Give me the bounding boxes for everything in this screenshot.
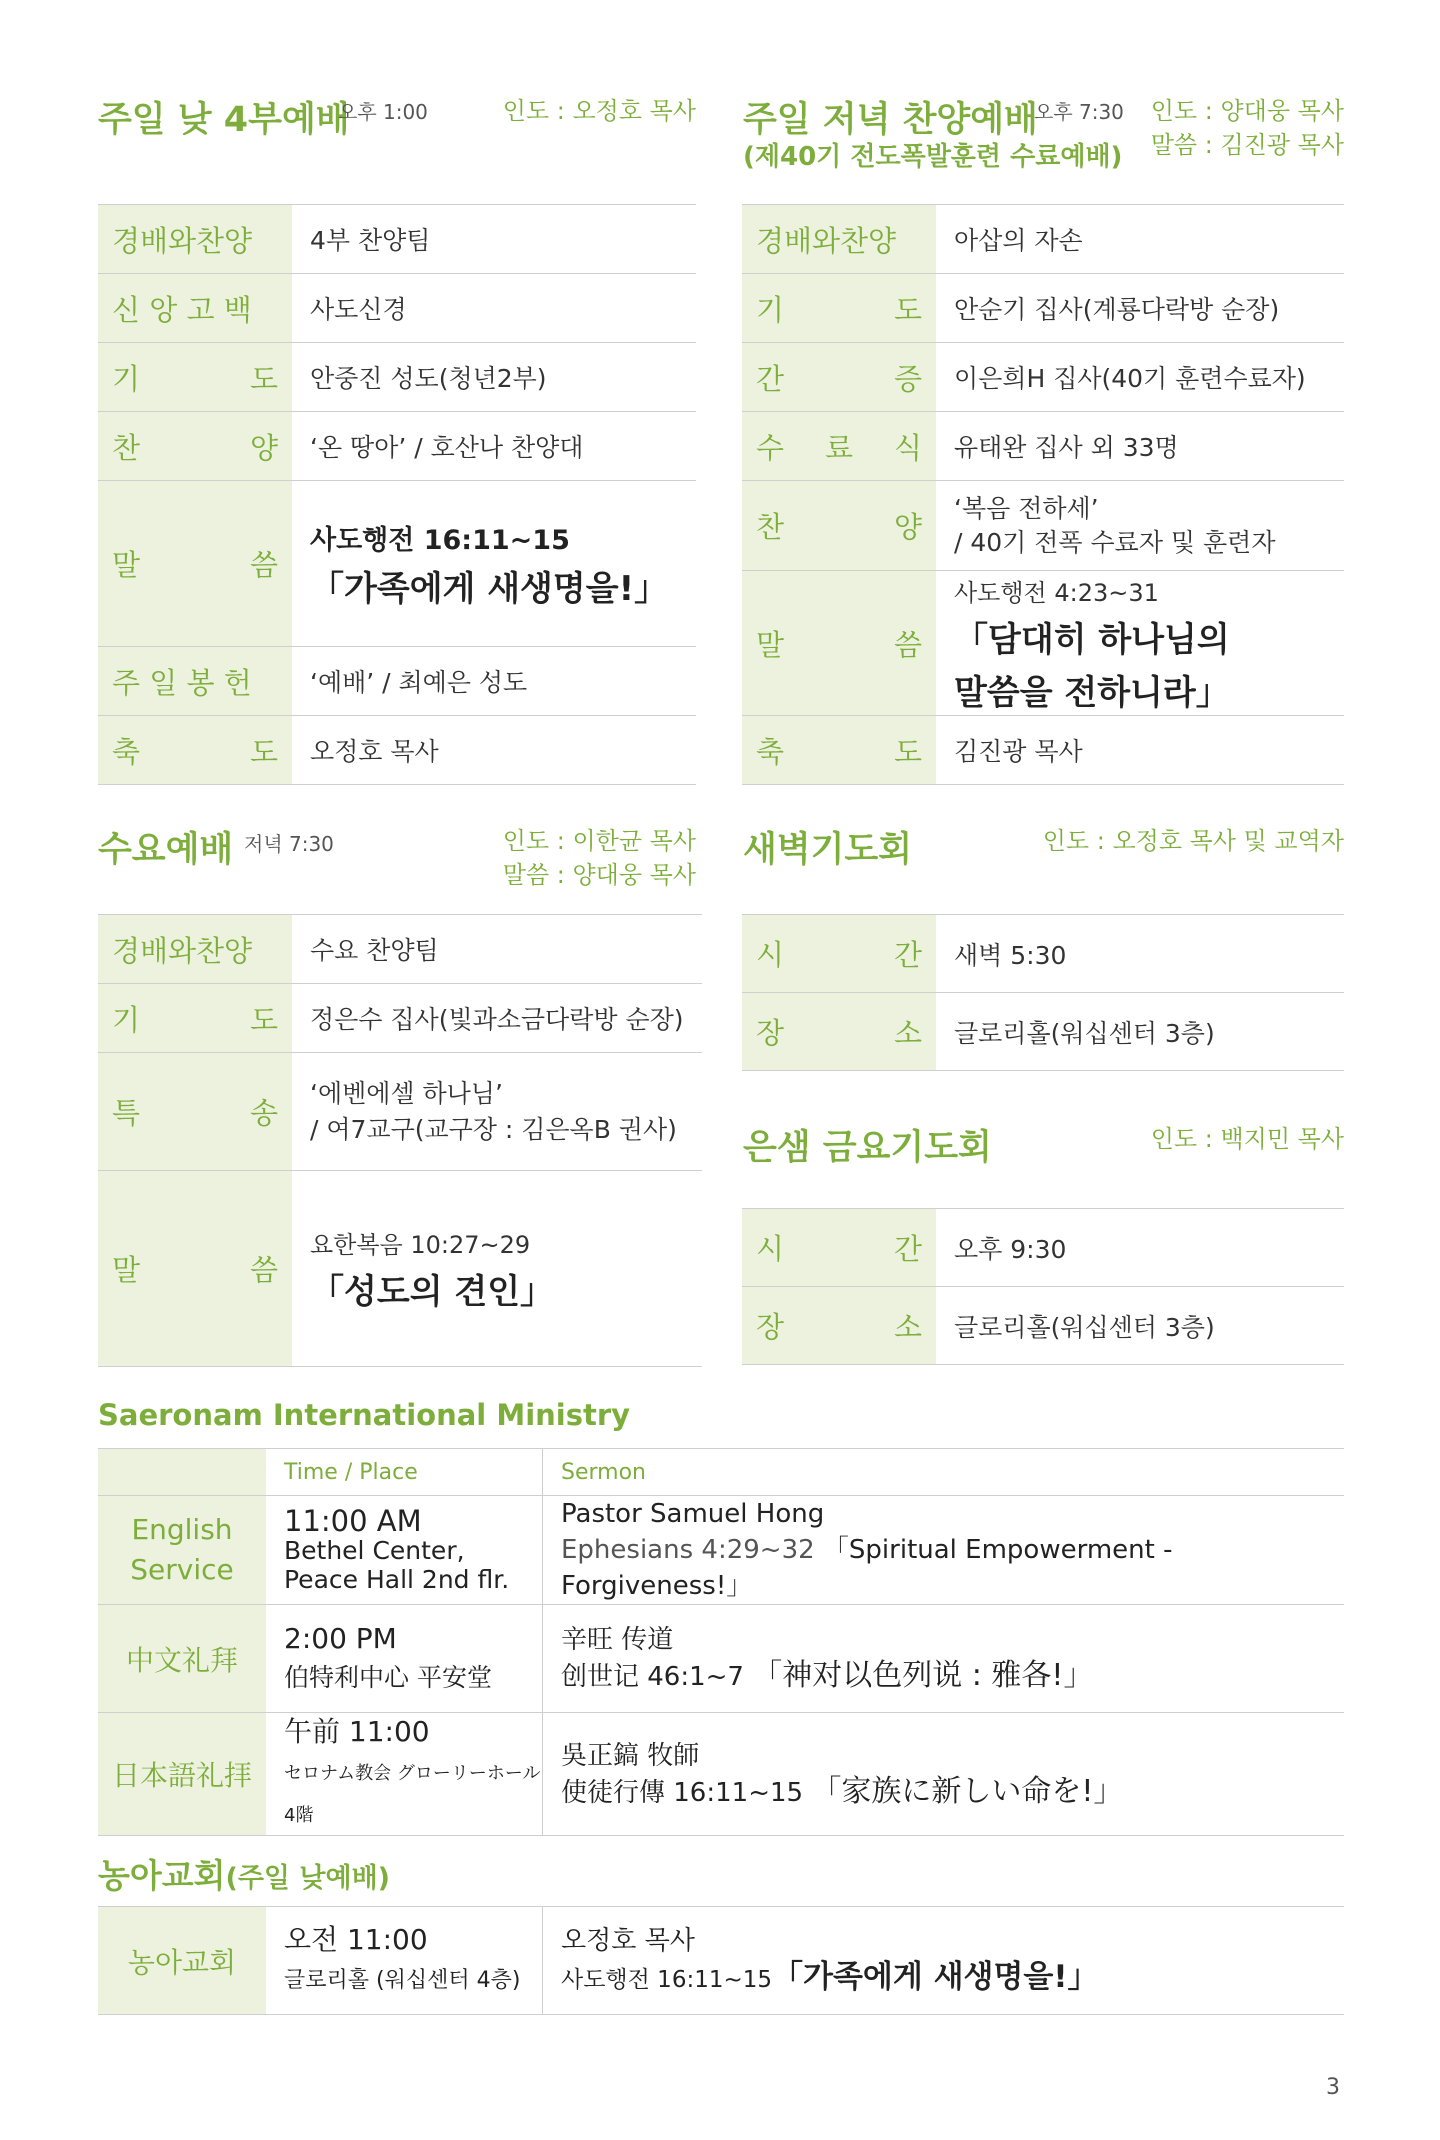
row-label: 간 증 bbox=[742, 343, 936, 412]
evening-title: 주일 저녁 찬양예배 bbox=[743, 100, 1038, 140]
japanese-time-place: 午前 11:00 セロナム教会 グローリーホール 4階 bbox=[266, 1713, 543, 1836]
wednesday-table bbox=[98, 914, 702, 1367]
col-sermon-header: Sermon bbox=[543, 1449, 1345, 1496]
row-value: ‘예배’ / 최예은 성도 bbox=[292, 647, 696, 716]
page-number: 3 bbox=[1326, 2075, 1340, 2100]
row-value: 안중진 성도(청년2부) bbox=[292, 343, 696, 412]
row-value: 유태완 집사 외 33명 bbox=[936, 412, 1344, 481]
sermon-passage: 사도행전 16:11~15 bbox=[310, 524, 570, 556]
intl-title: Saeronam International Ministry bbox=[98, 1398, 631, 1432]
row-label: 신 앙 고 백 bbox=[98, 274, 292, 343]
friday-table bbox=[742, 1208, 1344, 1365]
row-value: 이은희H 집사(40기 훈련수료자) bbox=[936, 343, 1344, 412]
row-label: 축 도 bbox=[742, 716, 936, 785]
header-blank bbox=[98, 1449, 266, 1496]
japanese-sermon: 吳正鎬 牧師 使徒行傳 16:11~15 「家族に新しい命を!」 bbox=[543, 1713, 1345, 1836]
evening-leader1: 인도 : 양대웅 목사 bbox=[1150, 97, 1344, 125]
deaf-time-place: 오전 11:00 글로리홀 (워십센터 4층) bbox=[266, 1907, 543, 2015]
chinese-service-label: 中文礼拜 bbox=[98, 1605, 266, 1713]
sermon-title: 「가족에게 새생명을!」 bbox=[310, 568, 669, 609]
sunday4-table bbox=[98, 204, 696, 785]
row-label: 기 도 bbox=[98, 984, 292, 1053]
english-time-place: 11:00 AM Bethel Center, Peace Hall 2nd flr. bbox=[266, 1496, 543, 1605]
row-label: 말 씀 bbox=[98, 1171, 292, 1367]
sermon-title-2: 말씀을 전하니라」 bbox=[954, 672, 1230, 713]
wednesday-leader1: 인도 : 이한균 목사 bbox=[502, 827, 696, 855]
sermon-title: 「담대히 하나님의 bbox=[954, 619, 1230, 660]
row-label: 장 소 bbox=[742, 993, 936, 1071]
sermon-title: 「성도의 견인」 bbox=[310, 1271, 555, 1312]
wednesday-leader2: 말씀 : 양대웅 목사 bbox=[502, 861, 696, 889]
friday-leader: 인도 : 백지민 목사 bbox=[1150, 1125, 1344, 1153]
dawn-title: 새벽기도회 bbox=[743, 830, 913, 870]
dawn-table bbox=[742, 914, 1344, 1071]
row-label: 기 도 bbox=[98, 343, 292, 412]
row-label: 장 소 bbox=[742, 1287, 936, 1365]
sermon-passage: 사도행전 4:23~31 bbox=[954, 578, 1159, 607]
row-value: 안순기 집사(계룡다락방 순장) bbox=[936, 274, 1344, 343]
sermon-passage: 요한복음 10:27~29 bbox=[310, 1230, 531, 1259]
row-value: ‘에벤에셀 하나님’ / 여7교구(교구장 : 김은옥B 권사) bbox=[292, 1053, 702, 1171]
evening-time: 오후 7:30 bbox=[1034, 100, 1124, 124]
sermon-cell bbox=[292, 481, 696, 647]
row-label: 경배와찬양 bbox=[98, 915, 292, 984]
sunday4-title: 주일 낮 4부예배 bbox=[98, 100, 350, 140]
sunday4-leader: 인도 : 오정호 목사 bbox=[502, 97, 696, 125]
row-value: 김진광 목사 bbox=[936, 716, 1344, 785]
chinese-time-place: 2:00 PM 伯特利中心 平安堂 bbox=[266, 1605, 543, 1713]
evening-table bbox=[742, 204, 1344, 785]
wednesday-time: 저녁 7:30 bbox=[244, 832, 334, 856]
evening-leader2: 말씀 : 김진광 목사 bbox=[1150, 131, 1344, 159]
row-label: 시 간 bbox=[742, 915, 936, 993]
row-value: 새벽 5:30 bbox=[936, 915, 1344, 993]
row-value: ‘복음 전하세’ / 40기 전폭 수료자 및 훈련자 bbox=[936, 481, 1344, 571]
row-label: 시 간 bbox=[742, 1209, 936, 1287]
row-label: 특 송 bbox=[98, 1053, 292, 1171]
japanese-service-label: 日本語礼拝 bbox=[98, 1713, 266, 1836]
row-label: 축 도 bbox=[98, 716, 292, 785]
row-value: 정은수 집사(빛과소금다락방 순장) bbox=[292, 984, 702, 1053]
friday-title: 은샘 금요기도회 bbox=[743, 1128, 992, 1168]
row-label: 말 씀 bbox=[742, 571, 936, 716]
evening-subtitle: (제40기 전도폭발훈련 수료예배) bbox=[743, 142, 1123, 172]
english-sermon: Pastor Samuel Hong Ephesians 4:29~32 「Spiritual Empowerment - Forgiveness!」 bbox=[543, 1496, 1345, 1605]
row-value: 글로리홀(워십센터 3층) bbox=[936, 1287, 1344, 1365]
row-value: 4부 찬양팀 bbox=[292, 205, 696, 274]
row-value: 글로리홀(워십센터 3층) bbox=[936, 993, 1344, 1071]
sermon-cell bbox=[292, 1171, 702, 1367]
deaf-table bbox=[98, 1906, 1344, 2015]
row-label: 수 료 식 bbox=[742, 412, 936, 481]
row-value: 오후 9:30 bbox=[936, 1209, 1344, 1287]
deaf-label: 농아교회 bbox=[98, 1907, 266, 2015]
dawn-leader: 인도 : 오정호 목사 및 교역자 bbox=[1042, 827, 1344, 855]
row-label: 찬 양 bbox=[98, 412, 292, 481]
deaf-title: 농아교회(주일 낮예배) bbox=[98, 1856, 391, 1895]
row-label: 경배와찬양 bbox=[98, 205, 292, 274]
sermon-cell bbox=[936, 571, 1344, 716]
sunday4-time: 오후 1:00 bbox=[338, 100, 428, 124]
deaf-sermon: 오정호 목사 사도행전 16:11~15「가족에게 새생명을!」 bbox=[543, 1907, 1345, 2015]
row-value: 오정호 목사 bbox=[292, 716, 696, 785]
row-label: 말 씀 bbox=[98, 481, 292, 647]
wednesday-title: 수요예배 bbox=[98, 830, 234, 870]
row-label: 찬 양 bbox=[742, 481, 936, 571]
row-value: ‘온 땅아’ / 호산나 찬양대 bbox=[292, 412, 696, 481]
english-service-label: English Service bbox=[98, 1496, 266, 1605]
row-value: 수요 찬양팀 bbox=[292, 915, 702, 984]
row-label: 경배와찬양 bbox=[742, 205, 936, 274]
row-value: 사도신경 bbox=[292, 274, 696, 343]
intl-table bbox=[98, 1448, 1344, 1836]
row-label: 주 일 봉 헌 bbox=[98, 647, 292, 716]
row-label: 기 도 bbox=[742, 274, 936, 343]
row-value: 아삽의 자손 bbox=[936, 205, 1344, 274]
chinese-sermon: 辛旺 传道 创世记 46:1~7 「神对以色列说 : 雅各!」 bbox=[543, 1605, 1345, 1713]
col-time-header: Time / Place bbox=[266, 1449, 543, 1496]
